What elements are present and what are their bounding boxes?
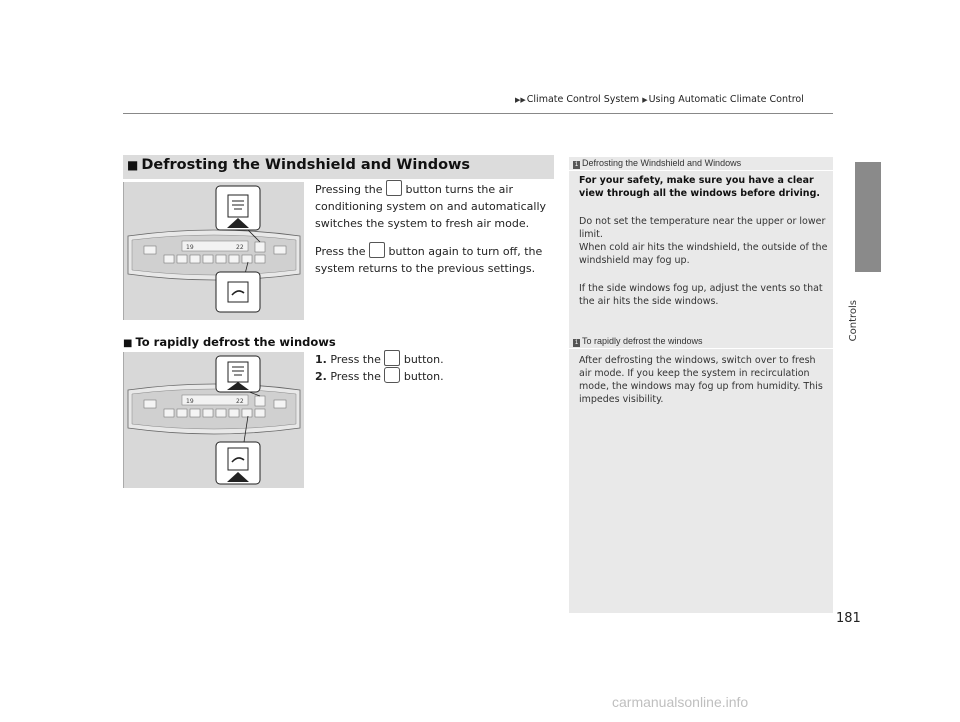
subsection-title xyxy=(123,335,336,349)
note-body-2: Do not set the temperature near the upper or lower limit. xyxy=(579,216,826,240)
climate-panel-illustration xyxy=(124,352,304,488)
step-number: 1. xyxy=(315,353,327,366)
note-warning: For your safety, make sure you have a clear view through all the windows before driving. xyxy=(579,175,820,199)
step-number: 2. xyxy=(315,370,327,383)
note-divider xyxy=(569,348,833,349)
temp-right-readout: 22 xyxy=(236,398,244,405)
text-fragment: switches the system to fresh air mode. xyxy=(315,217,530,230)
text-fragment: button again to turn off, the xyxy=(388,245,543,258)
temp-left-readout: 19 xyxy=(186,398,194,405)
text-fragment: button. xyxy=(403,370,444,383)
note-body-3: When cold air hits the windshield, the outside of the windshield may fog up. xyxy=(579,242,828,266)
text-fragment: button. xyxy=(403,353,444,366)
breadcrumb-arrow-icon: ▶▶ xyxy=(515,96,526,104)
climate-panel-illustration xyxy=(124,182,304,320)
text-fragment: Press the xyxy=(330,353,381,366)
note-marker-icon: 1 xyxy=(574,340,579,346)
square-bullet-icon: ■ xyxy=(127,158,139,172)
subsection-title-text: To rapidly defrost the windows xyxy=(135,335,336,349)
breadcrumb-arrow-icon: ▶ xyxy=(642,96,648,104)
note-title-text: Defrosting the Windshield and Windows xyxy=(582,158,742,168)
side-label: Controls xyxy=(848,300,859,342)
note-body-4: If the side windows fog up, adjust the vents so that the air hits the side windows. xyxy=(579,283,823,307)
temp-left-readout: 19 xyxy=(186,244,194,251)
temp-right-readout: 22 xyxy=(236,244,244,251)
body-paragraph-2 xyxy=(315,242,555,277)
section-title xyxy=(127,157,470,173)
figure-climate-panel-1 xyxy=(123,182,304,320)
breadcrumb-item: Climate Control System xyxy=(526,94,640,105)
section-title-text: Defrosting the Windshield and Windows xyxy=(141,157,471,173)
note-marker-icon: 1 xyxy=(574,162,579,168)
watermark: carmanualsonline.info xyxy=(612,694,749,710)
note-body-5: After defrosting the windows, switch over to fresh air mode. If you keep the system in recirculation mode, the windows may fog up from humidity. This impedes visibility. xyxy=(579,355,823,405)
note-title xyxy=(573,336,703,347)
front-defrost-icon xyxy=(386,180,402,196)
square-bullet-icon: ■ xyxy=(123,338,133,349)
note-body-1 xyxy=(579,174,829,200)
side-tab xyxy=(855,162,881,272)
note-divider xyxy=(569,170,833,171)
note-title xyxy=(573,158,741,169)
note-title-text: To rapidly defrost the windows xyxy=(582,336,703,346)
figure-climate-panel-2 xyxy=(123,352,304,488)
text-fragment: button turns the air xyxy=(405,183,513,196)
text-fragment: Press the xyxy=(315,245,366,258)
text-fragment: Pressing the xyxy=(315,183,383,196)
step-2 xyxy=(315,367,555,385)
step-1 xyxy=(315,350,555,368)
breadcrumb xyxy=(515,94,804,105)
breadcrumb-item: Using Automatic Climate Control xyxy=(648,94,804,105)
page-number: 181 xyxy=(836,611,861,626)
body-paragraph-1 xyxy=(315,180,555,232)
text-fragment: Press the xyxy=(330,370,381,383)
header-divider xyxy=(123,113,833,114)
front-defrost-icon xyxy=(369,242,385,258)
text-fragment: conditioning system on and automatically xyxy=(315,200,547,213)
text-fragment: system returns to the previous settings. xyxy=(315,262,536,275)
front-defrost-icon xyxy=(384,350,400,366)
fresh-air-icon xyxy=(384,367,400,383)
